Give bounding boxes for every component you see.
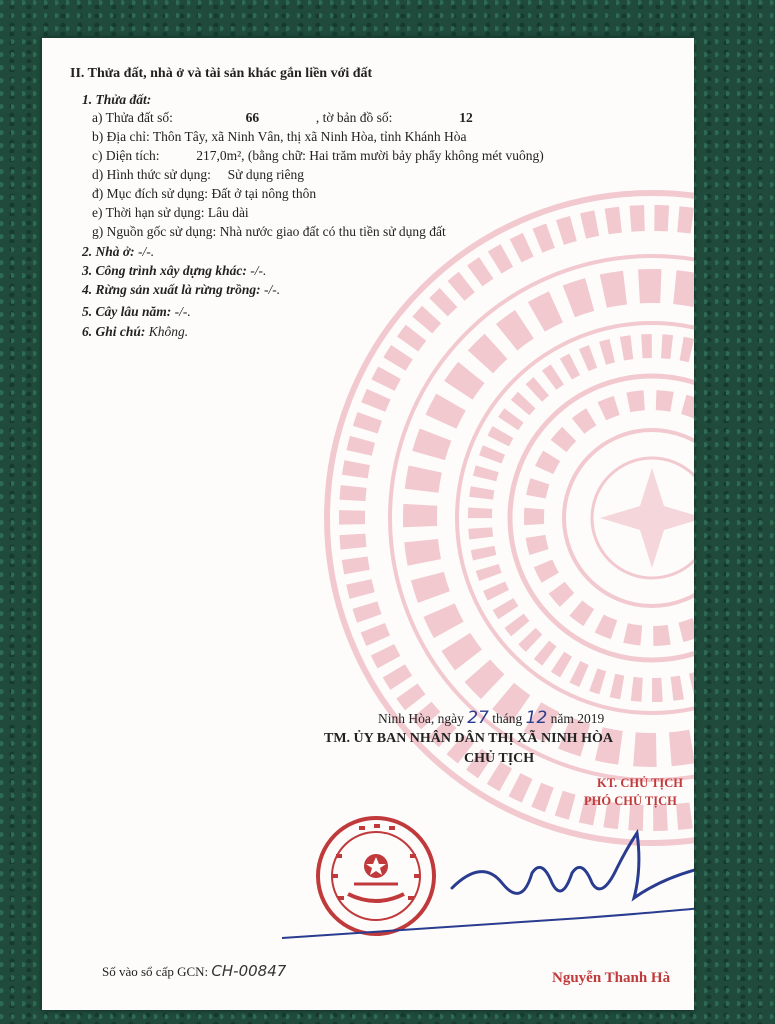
certificate-page [42,38,694,1010]
area-label: c) Diện tích: [92,148,160,163]
issue-month-label: tháng [492,711,523,726]
land-number-row [92,110,473,126]
land-number-value: 66 [245,110,260,125]
planted-forest-value: -/-. [263,282,281,297]
land-heading: 1. Thửa đất: [82,92,152,107]
chairman-title: CHỦ TỊCH [464,751,535,766]
house-label: 2. Nhà ở: [82,244,135,259]
perennial-trees-label: 5. Cây lâu năm: [82,304,172,319]
other-construction-value: -/-. [250,263,267,278]
area-row [92,148,544,164]
on-behalf-title: KT. CHỦ TỊCH [597,776,684,790]
usage-term-label: e) Thời hạn sử dụng: [92,205,205,220]
planted-forest-label: 4. Rừng sản xuất là rừng trồng: [82,282,261,297]
address-label: b) Địa chỉ: [92,129,150,144]
registry-label: Số vào sổ cấp GCN: [102,964,209,979]
section-title: II. Thửa đất, nhà ở và tài sản khác gắn liền với đất [70,66,373,81]
issue-year: năm 2019 [550,711,605,726]
usage-purpose-label: đ) Mục đích sử dụng: [92,186,209,201]
registry-row [102,962,286,980]
land-number-label: a) Thửa đất số: [92,110,173,125]
perennial-trees-row [82,304,191,320]
usage-purpose-row [92,186,316,202]
note-label: 6. Ghi chú: [82,324,146,339]
usage-form-label: d) Hình thức sử dụng: [92,167,211,182]
map-number-label: , tờ bản đồ số: [315,110,393,125]
house-value: -/-. [138,244,155,259]
issue-place: Ninh Hòa, ngày [378,711,464,726]
usage-origin-row [92,224,446,240]
issue-date [378,708,604,728]
registry-number: CH-00847 [211,962,287,980]
issue-day: 27 [467,708,489,728]
usage-purpose-value: Đất ở tại nông thôn [211,186,317,201]
signer-name: Nguyễn Thanh Hà [552,970,671,986]
planted-forest-row [82,282,280,298]
vice-chairman-title: PHÓ CHỦ TỊCH [584,794,677,808]
note-value: Không. [148,324,189,339]
usage-origin-label: g) Nguồn gốc sử dụng: [92,224,217,239]
signature-underline [282,888,694,968]
usage-form-value: Sử dụng riêng [227,167,304,182]
address-row [92,129,466,145]
house-row [82,244,154,260]
map-number-value: 12 [459,110,473,125]
other-construction-row [82,263,266,279]
perennial-trees-value: -/-. [174,304,191,319]
usage-term-value: Lâu dài [207,205,249,220]
address-value: Thôn Tây, xã Ninh Vân, thị xã Ninh Hòa, tỉnh Khánh Hòa [152,129,467,144]
usage-form-row [92,167,304,183]
area-value: 217,0m², (bằng chữ: Hai trăm mười bảy phẩy không mét vuông) [196,148,544,163]
other-construction-label: 3. Công trình xây dựng khác: [82,263,247,278]
usage-term-row [92,205,249,221]
note-row [82,324,188,340]
authority-line: TM. ỦY BAN NHÂN DÂN THỊ XÃ NINH HÒA [324,731,613,746]
issue-month: 12 [525,708,548,728]
usage-origin-value: Nhà nước giao đất có thu tiền sử dụng đất [219,224,446,239]
